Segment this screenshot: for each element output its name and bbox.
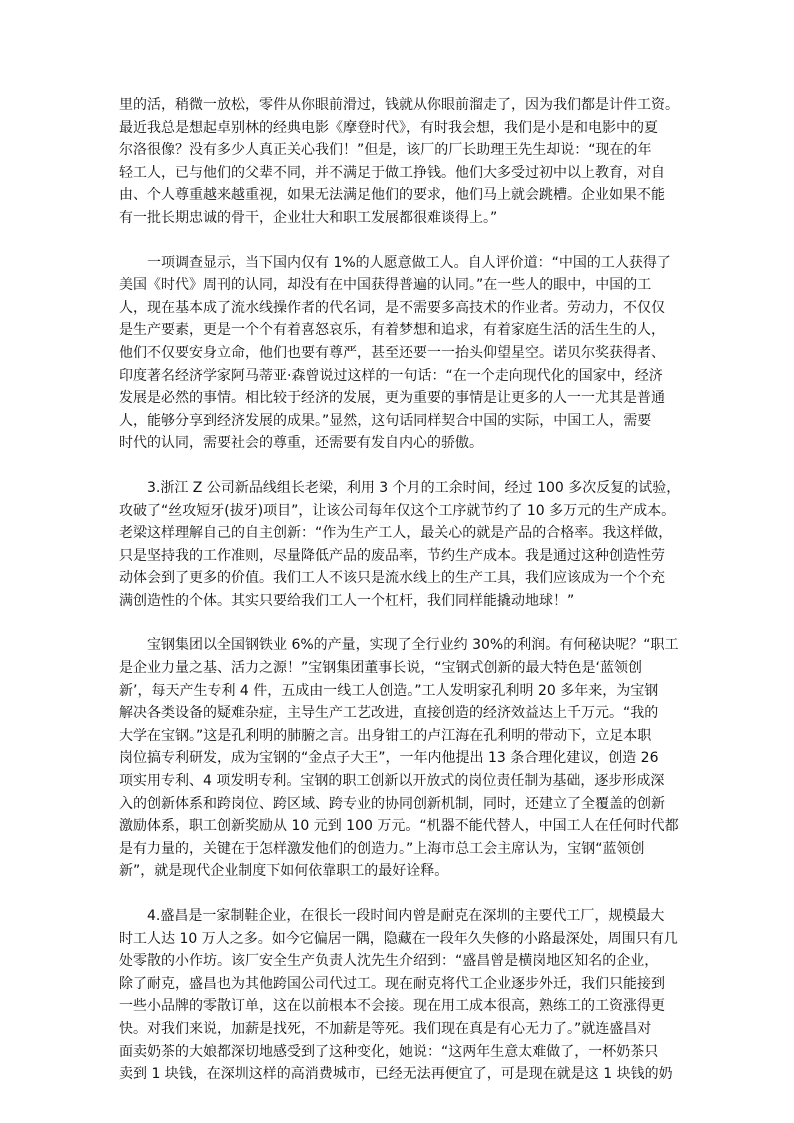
text-line: 一项调查显示，当下国内仅有 1%的人愿意做工人。自人评价道：“中国的工人获得了 [119,254,671,271]
text-line: 激励体系，职工创新奖励从 10 元到 100 万元。“机器不能代替人，中国工人在任何时代都 [119,818,679,835]
text-line: 项实用专利、4 项发明专利。宝钢的职工创新以开放式的岗位责任制为基础，逐步形成深 [119,773,665,790]
text-line: 新’，每天产生专利 4 件，五成由一线工人创造。”工人发明家孔利明 20 多年来，为宝钢 [119,682,659,699]
text-line: 面卖奶茶的大娘都深切地感受到了这种变化，她说：“这两年生意太难做了，一杯奶茶只 [119,1043,659,1060]
paragraph-item-4 [119,905,683,1086]
text-line: 是企业力量之基、活力之源！”宝钢集团董事长说，“宝钢式创新的最大特色是‘蓝领创 [119,660,642,677]
text-line: 印度著名经济学家阿马蒂亚·森曾说过这样的一句话：“在一个走向现代化的国家中，经济 [119,367,663,384]
text-line: 解决各类设备的疑难杂症，主导生产工艺改进，直接创造的经济效益达上千万元。“我的 [119,705,659,722]
paragraph-spacer [119,230,683,252]
text-line: 大学在宝钢。”这是孔利明的肺腑之言。出身钳工的卢江海在孔利明的带动下，立足本职 [119,727,652,744]
text-line: 满创造性的个体。其实只要给我们工人一个杠杆，我们同样能撬动地球！” [119,592,575,609]
text-line: 是生产要素，更是一个个有着喜怒哀乐，有着梦想和追求，有着家庭生活的活生生的人， [119,322,665,339]
text-line: 人，现在基本成了流水线操作者的代名词，是不需要多高技术的作业者。劳动力，不仅仅 [119,299,665,316]
paragraph-spacer [119,612,683,634]
text-line: 有一批长期忠诚的骨干，企业壮大和职工发展都很难谈得上。” [119,209,498,226]
text-line: 轻工人，已与他们的父辈不同，并不满足于做工挣钱。他们大多受过初中以上教育，对自 [119,164,665,181]
text-line: 卖到 1 块钱，在深圳这样的高消费城市，已经无法再便宜了，可是现在就是这 1 块钱的奶 [119,1066,673,1083]
text-line: 只是坚持我的工作准则，尽量降低产品的废品率，节约生产成本。我是通过这种创造性劳 [119,547,665,564]
paragraph-workers-complaint [119,94,683,230]
paragraph-item-3 [119,477,683,613]
text-line: 美国《时代》周刊的认同，却没有在中国获得普遍的认同。”在一些人的眼中，中国的工 [119,277,652,294]
text-line: 最近我总是想起卓别林的经典电影《摩登时代》，有时我会想，我们是小是和电影中的夏 [119,119,658,136]
paragraph-spacer [119,883,683,905]
text-line: 老梁这样理解自己的自主创新：“作为生产工人，最关心的就是产品的合格率。我这样做， [119,525,673,542]
paragraph-spacer [119,455,683,477]
text-line: 4.盛昌是一家制鞋企业，在很长一段时间内曾是耐克在深圳的主要代工厂，规模最大 [119,908,665,924]
text-line: 攻破了“丝攻短牙(拔牙)项目”，让该公司每年仅这个工序就节约了 10 多万元的生产成本。 [119,502,676,519]
text-line: 人，能够分享到经济发展的成果。”显然，这句话同样契合中国的实际，中国工人，需要 [119,412,652,429]
text-line: 处零散的小作坊。该厂安全生产负责人沈先生介绍到：“盛昌曾是横岗地区知名的企业， [119,953,659,970]
text-line: 一些小品牌的零散订单，这在以前根本不会接。现在用工成本很高，熟练工的工资涨得更 [119,998,665,1015]
text-line: 入的创新体系和跨岗位、跨区域、跨专业的协同创新机制，同时，还建立了全覆盖的创新 [119,795,665,812]
text-line: 由、个人尊重越来越重视，如果无法满足他们的要求，他们马上就会跳槽。企业如果不能 [119,187,665,204]
text-line: 新”，就是现代企业制度下如何依靠职工的最好诠释。 [119,863,449,880]
text-line: 里的活，稍微一放松，零件从你眼前滑过，钱就从你眼前溜走了，因为我们都是计件工资。 [119,97,679,113]
text-line: 尔洛很像？没有多少人真正关心我们！”但是，该厂的厂长助理王先生却说：“现在的年 [119,142,652,159]
text-line: 快。对我们来说，加薪是找死，不加薪是等死。我们现在真是有心无力了。”就连盛昌对 [119,1020,652,1037]
paragraph-baosteel [119,634,683,883]
text-line: 宝钢集团以全国钢铁业 6%的产量，实现了全行业约 30%的利润。有何秘诀呢？“职工 [119,637,679,654]
paragraph-survey [119,252,683,455]
document-page [119,94,683,1086]
text-line: 动体会到了更多的价值。我们工人不该只是流水线上的生产工具，我们应该成为一个个充 [119,570,665,587]
text-line: 发展是必然的事情。相比较于经济的发展，更为重要的事情是让更多的人一一尤其是普通 [119,390,665,407]
text-line: 3.浙江 Z 公司新品线组长老梁，利用 3 个月的工余时间，经过 100 多次反复的试验， [119,479,681,496]
text-line: 他们不仅要安身立命，他们也要有尊严，甚至还要一一抬头仰望星空。诺贝尔奖获得者、 [119,344,665,361]
text-line: 时代的认同，需要社会的尊重，还需要有发自内心的骄傲。 [119,435,483,452]
text-line: 是有力量的，关键在于怎样激发他们的创造力。”上海市总工会主席认为，宝钢“蓝领创 [119,840,645,857]
text-line: 岗位搞专利研发，成为宝钢的“金点子大王”，一年内他提出 13 条合理化建议，创造 26 [119,750,659,767]
text-line: 除了耐克，盛昌也为其他跨国公司代过工。现在耐克将代工企业逐步外迁，我们只能接到 [119,975,665,992]
text-line: 时工人达 10 万人之多。如今它偏居一隅，隐藏在一段年久失修的小路最深处，周围只有几 [119,930,678,947]
